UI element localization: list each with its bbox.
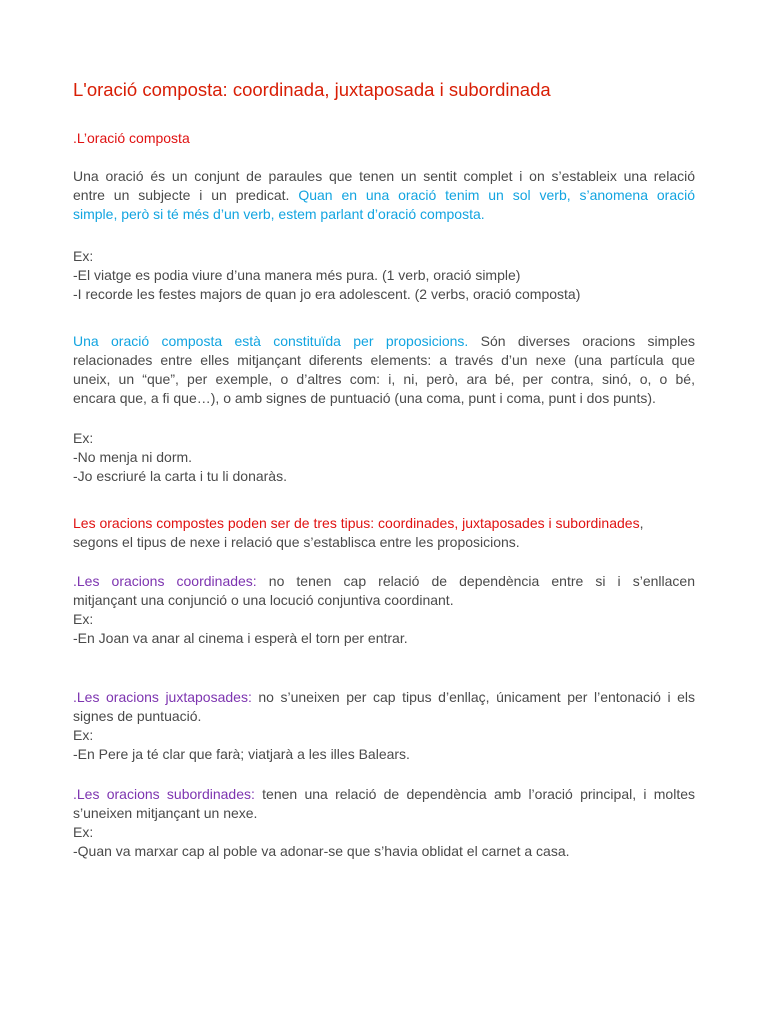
propositions-line: uneix, un “que”, per exemple, o d’altres com: i, ni, però, ara bé, per contra, sinó, o, o bé, xyxy=(73,371,695,387)
propositions-rest: Són diverses oracions simples xyxy=(468,333,695,349)
juxtaposades-section xyxy=(73,688,695,764)
subordinades-label: .Les oracions subordinades: xyxy=(73,786,255,802)
juxtaposades-example: -En Pere ja té clar que farà; viatjarà a les illes Balears. xyxy=(73,746,410,762)
juxtaposades-text-2: signes de puntuació. xyxy=(73,708,202,724)
subordinades-section xyxy=(73,785,695,861)
juxtaposades-text-1: no s’uneixen per cap tipus d’enllaç, únicament per l’entonació i els xyxy=(251,689,695,705)
example-1-item: -El viatge es podia viure d’una manera més pura. (1 verb, oració simple) xyxy=(73,267,521,283)
example-2-item: -No menja ni dorm. xyxy=(73,449,193,465)
propositions-line: relacionades entre elles mitjançant diferents elements: a través d’un nexe (una partícula que xyxy=(73,352,695,368)
subordinades-line-1 xyxy=(73,785,695,804)
section-heading: .L’oració composta xyxy=(73,130,190,146)
juxtaposades-ex-label: Ex: xyxy=(73,727,94,743)
example-1 xyxy=(73,247,695,304)
coordinades-label: .Les oracions coordinades: xyxy=(73,573,257,589)
example-2-item: -Jo escriuré la carta i tu li donaràs. xyxy=(73,468,287,484)
coordinades-text-2: mitjançant una conjunció o una locució conjuntiva coordinant. xyxy=(73,592,454,608)
subordinades-example: -Quan va marxar cap al poble va adonar-se que s’havia oblidat el carnet a casa. xyxy=(73,843,570,859)
coordinades-example: -En Joan va anar al cinema i esperà el torn per entrar. xyxy=(73,630,408,646)
example-1-item: -I recorde les festes majors de quan jo era adolescent. (2 verbs, oració composta) xyxy=(73,286,581,302)
example-2 xyxy=(73,429,695,486)
coordinades-ex-label: Ex: xyxy=(73,611,94,627)
types-paragraph xyxy=(73,514,695,552)
page-title: L'oració composta: coordinada, juxtaposada i subordinada xyxy=(73,79,551,100)
types-line-1 xyxy=(73,514,695,533)
intro-line-2 xyxy=(73,186,695,205)
intro-line-2-text: entre un subjecte i un predicat. xyxy=(73,187,290,203)
intro-line-1: Una oració és un conjunt de paraules que tenen un sentit complet i on s’estableix una relació xyxy=(73,168,695,184)
juxtaposades-line-1 xyxy=(73,688,695,707)
coordinades-text-1: no tenen cap relació de dependència entre si i s’enllacen xyxy=(256,573,696,589)
coordinades-section xyxy=(73,572,695,648)
propositions-paragraph xyxy=(73,332,695,408)
example-2-label: Ex: xyxy=(73,430,94,446)
intro-paragraph xyxy=(73,167,695,224)
coordinades-line-1 xyxy=(73,572,695,591)
subordinades-ex-label: Ex: xyxy=(73,824,94,840)
propositions-line: encara que, a fi que…), o amb signes de puntuació (una coma, punt i coma, punt i dos punts). xyxy=(73,390,656,406)
subordinades-text-2: s’uneixen mitjançant un nexe. xyxy=(73,805,258,821)
types-comma: , xyxy=(639,515,644,531)
propositions-highlight: Una oració composta està constituïda per proposicions. xyxy=(73,333,469,349)
juxtaposades-label: .Les oracions juxtaposades: xyxy=(73,689,252,705)
propositions-line-1 xyxy=(73,332,695,351)
subordinades-text-1: tenen una relació de dependència amb l’oració principal, i moltes xyxy=(254,786,696,802)
types-rest: segons el tipus de nexe i relació que s’establisca entre les proposicions. xyxy=(73,534,520,550)
types-highlight: Les oracions compostes poden ser de tres tipus: coordinades, juxtaposades i subordinades xyxy=(73,515,640,531)
intro-highlight-2: simple, però si té més d’un verb, estem parlant d’oració composta. xyxy=(73,206,485,222)
example-1-label: Ex: xyxy=(73,248,94,264)
intro-highlight-1: Quan en una oració tenim un sol verb, s’anomena oració xyxy=(298,187,696,203)
